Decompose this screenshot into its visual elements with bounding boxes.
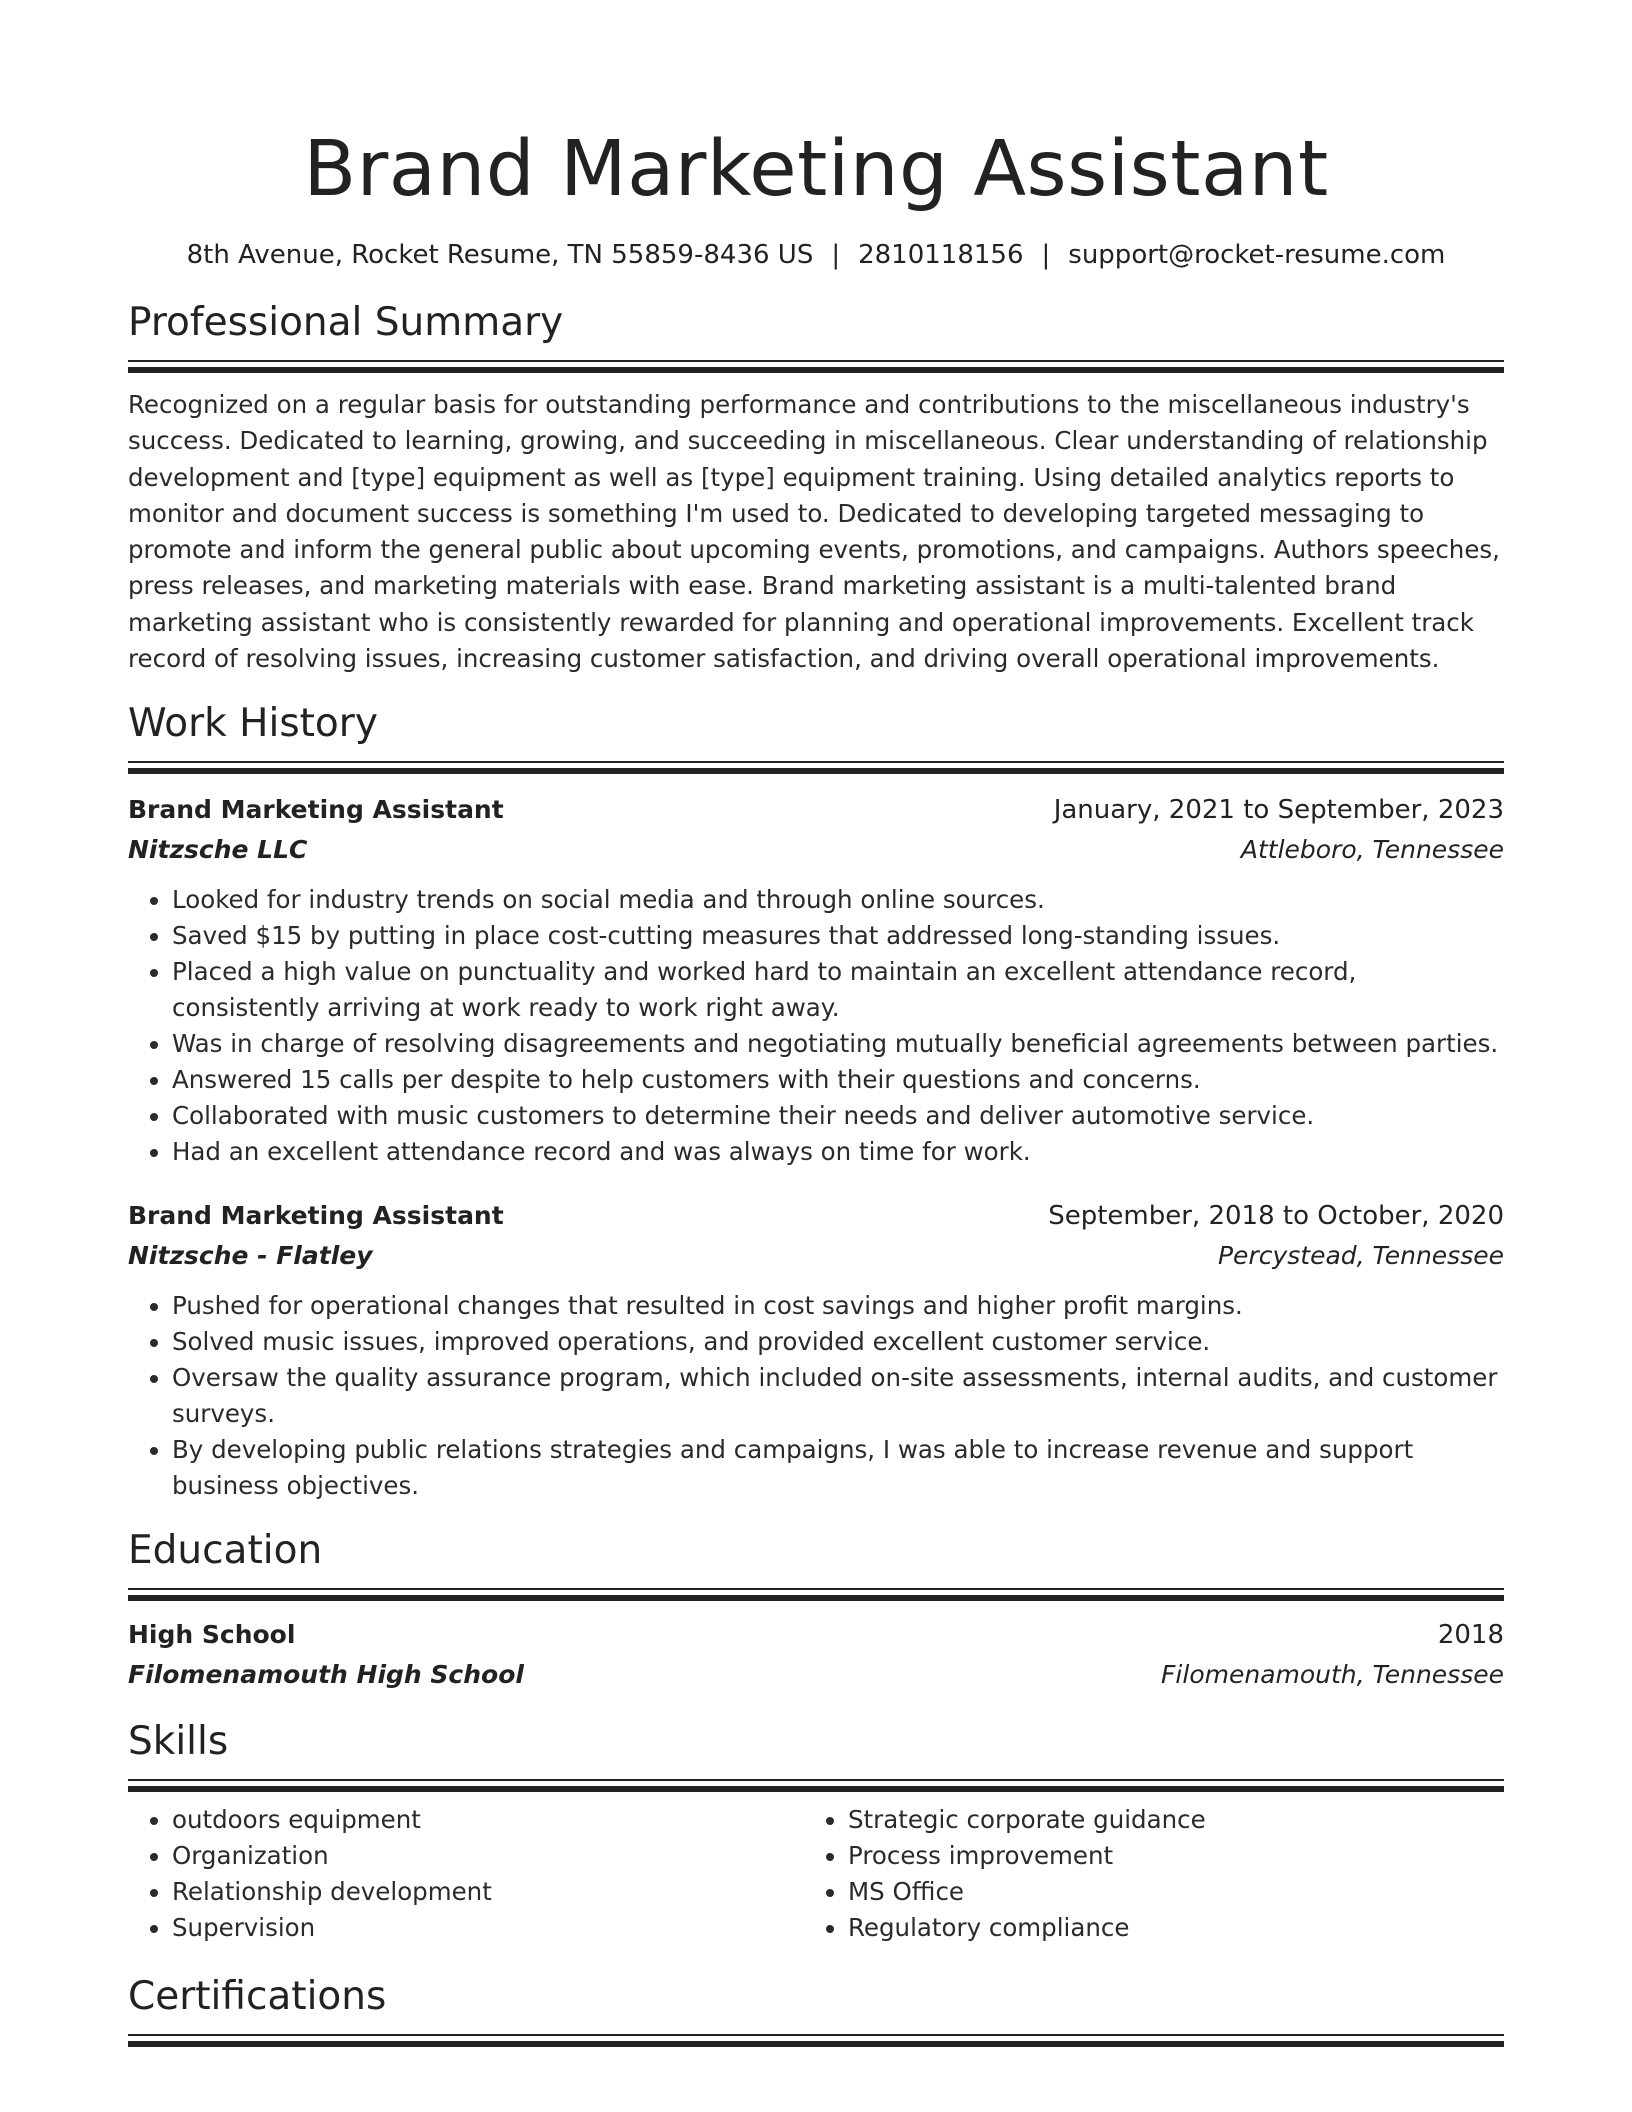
section-divider bbox=[128, 2034, 1504, 2047]
job-bullets bbox=[128, 1288, 1504, 1504]
skills-columns bbox=[128, 1802, 1504, 1946]
skills-section bbox=[128, 1717, 1504, 1946]
job-location: Percystead, Tennessee bbox=[1217, 1241, 1504, 1271]
job-company: Nitzsche LLC bbox=[128, 835, 308, 865]
job-dates: January, 2021 to September, 2023 bbox=[1053, 795, 1504, 826]
certifications-section bbox=[128, 1972, 1504, 2047]
list-item: • Strategic corporate guidance bbox=[848, 1802, 1480, 1838]
list-item: • Collaborated with music customers to determine their needs and deliver automotive service. bbox=[172, 1098, 1504, 1134]
summary-text: Recognized on a regular basis for outstanding performance and contributions to the miscellaneous industry's success. Dedicated to learning, growing, and succeeding in miscellaneous. Clear understanding of relationship development and [type] equipment as well as [type] equipment training. Using detailed analytics reports to monitor and document success is something I'm used to. Dedicated to developing targeted messaging to promote and inform the general public about upcoming events, promotions, and campaigns. Authors speeches, press releases, and marketing materials with ease. Brand marketing assistant is a multi-talented brand marketing assistant who is consistently rewarded for planning and operational improvements. Excellent track record of resolving issues, increasing customer satisfaction, and driving overall operational improvements. bbox=[128, 390, 1500, 674]
education-school: Filomenamouth High School bbox=[128, 1660, 524, 1690]
education-header bbox=[128, 1615, 1504, 1655]
list-item: • Relationship development bbox=[172, 1874, 804, 1910]
job-header bbox=[128, 790, 1504, 830]
contact-line bbox=[128, 238, 1504, 272]
list-item: • Saved $15 by putting in place cost-cutting measures that addressed long-standing issues. bbox=[172, 918, 1504, 954]
work-history-section bbox=[128, 699, 1504, 1504]
section-title-certifications: Certifications bbox=[128, 1974, 387, 2020]
contact-address: 8th Avenue, Rocket Resume, TN 55859-8436 US bbox=[186, 240, 814, 270]
list-item: • Placed a high value on punctuality and worked hard to maintain an excellent attendance record, consistently arriving at work ready to work right away. bbox=[172, 954, 1504, 1026]
education-location: Filomenamouth, Tennessee bbox=[1161, 1660, 1504, 1690]
contact-email: support@rocket-resume.com bbox=[1068, 240, 1446, 270]
section-title-work-history: Work History bbox=[128, 701, 378, 747]
candidate-name: Brand Marketing Assistant bbox=[303, 125, 1329, 214]
job-subheader bbox=[128, 830, 1504, 870]
section-divider bbox=[128, 1779, 1504, 1792]
job-location: Attleboro, Tennessee bbox=[1240, 835, 1504, 865]
list-item: • By developing public relations strategies and campaigns, I was able to increase revenue and support business objectives. bbox=[172, 1432, 1504, 1504]
list-item: • Regulatory compliance bbox=[848, 1910, 1480, 1946]
list-item: • Looked for industry trends on social media and through online sources. bbox=[172, 882, 1504, 918]
job-dates: September, 2018 to October, 2020 bbox=[1048, 1201, 1504, 1232]
contact-separator: | bbox=[1041, 240, 1051, 270]
list-item: • Solved music issues, improved operations, and provided excellent customer service. bbox=[172, 1324, 1504, 1360]
list-item: • Oversaw the quality assurance program, which included on-site assessments, internal audits, and customer surveys. bbox=[172, 1360, 1504, 1432]
list-item: • Answered 15 calls per despite to help customers with their questions and concerns. bbox=[172, 1062, 1504, 1098]
summary-section bbox=[128, 298, 1504, 677]
contact-separator: | bbox=[831, 240, 841, 270]
job-title: Brand Marketing Assistant bbox=[128, 1201, 504, 1231]
list-item: • Organization bbox=[172, 1838, 804, 1874]
job-entry bbox=[128, 1196, 1504, 1504]
education-subheader bbox=[128, 1655, 1504, 1695]
list-item: • Was in charge of resolving disagreements and negotiating mutually beneficial agreements between parties. bbox=[172, 1026, 1504, 1062]
contact-phone: 2810118156 bbox=[858, 240, 1024, 270]
section-divider bbox=[128, 360, 1504, 373]
skills-list-left bbox=[128, 1802, 804, 1946]
section-divider bbox=[128, 1588, 1504, 1601]
job-header bbox=[128, 1196, 1504, 1236]
section-divider bbox=[128, 761, 1504, 774]
education-entry bbox=[128, 1615, 1504, 1695]
job-bullets bbox=[128, 882, 1504, 1170]
job-entry bbox=[128, 790, 1504, 1170]
list-item: • Had an excellent attendance record and was always on time for work. bbox=[172, 1134, 1504, 1170]
list-item: • Pushed for operational changes that resulted in cost savings and higher profit margins. bbox=[172, 1288, 1504, 1324]
list-item: • Supervision bbox=[172, 1910, 804, 1946]
education-year: 2018 bbox=[1437, 1620, 1504, 1651]
job-company: Nitzsche - Flatley bbox=[128, 1241, 373, 1271]
section-title-summary: Professional Summary bbox=[128, 300, 564, 345]
section-title-education: Education bbox=[128, 1528, 323, 1574]
section-title-skills: Skills bbox=[128, 1719, 229, 1765]
list-item: • outdoors equipment bbox=[172, 1802, 804, 1838]
education-degree: High School bbox=[128, 1620, 296, 1650]
job-subheader bbox=[128, 1236, 1504, 1276]
list-item: • Process improvement bbox=[848, 1838, 1480, 1874]
skills-list-right bbox=[804, 1802, 1480, 1946]
job-title: Brand Marketing Assistant bbox=[128, 795, 504, 825]
education-section bbox=[128, 1526, 1504, 1695]
list-item: • MS Office bbox=[848, 1874, 1480, 1910]
